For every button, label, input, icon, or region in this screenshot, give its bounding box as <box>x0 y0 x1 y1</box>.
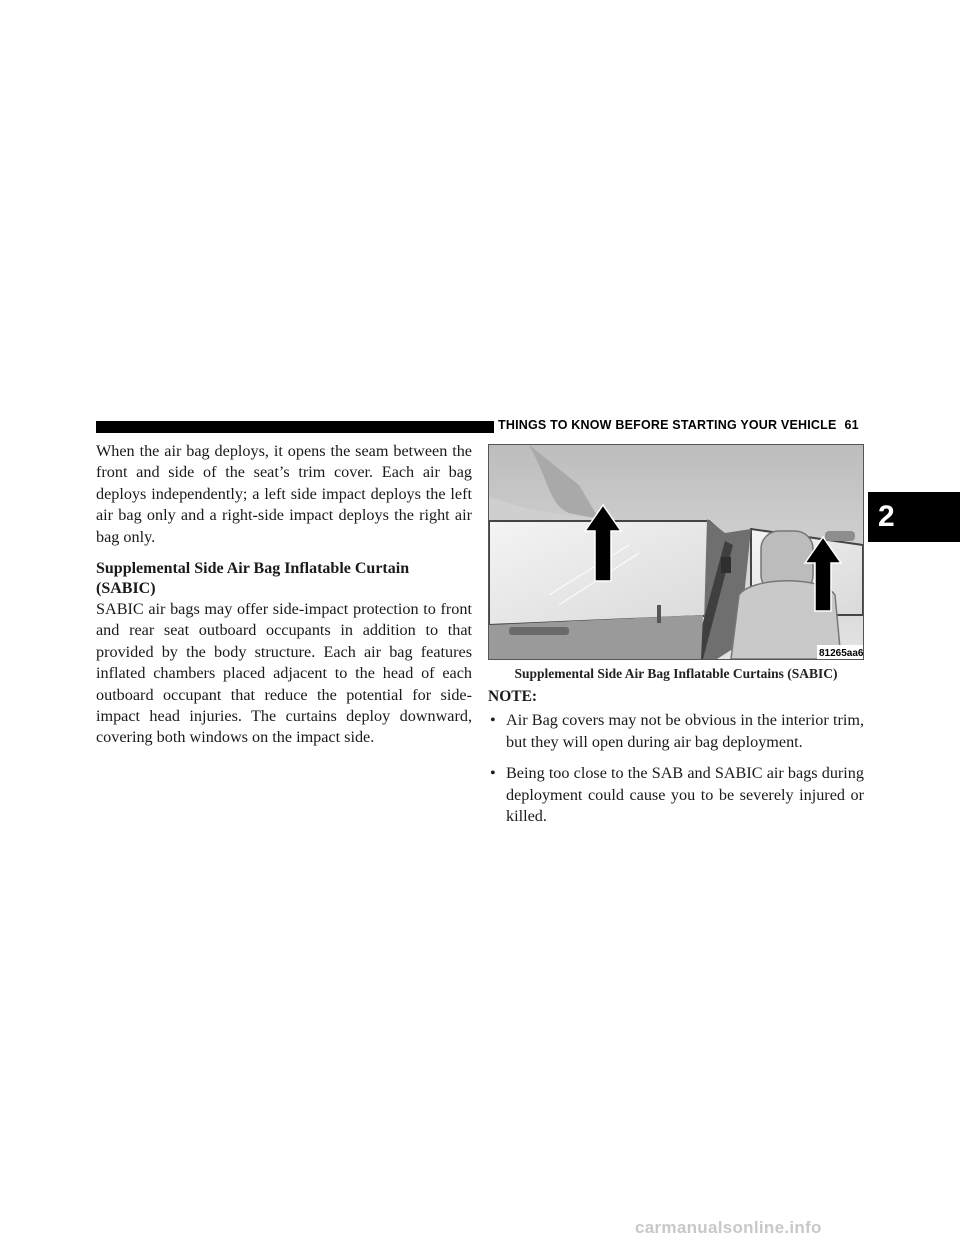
intro-paragraph: When the air bag deploys, it opens the seam between the front and side of the seat’s trim cover. Each air bag deploys independently; a left side impact deploys the left air bag only and a right-side impact deploys the right air bag only. <box>96 442 472 546</box>
figure-caption: Supplemental Side Air Bag Inflatable Curtains (SABIC) <box>514 666 838 681</box>
header-bar <box>96 421 494 433</box>
chapter-tab: 2 <box>868 492 960 542</box>
body-paragraph: SABIC air bags may offer side-impact protection to front and rear seat outboard occupants in addition to that provided by the body structure. Each air bag features inflated chambers placed adjacent to the head of each outboard occupant that reduce the potential for side-impact head injuries. The curtains deploy downward, covering both windows on the impact side. <box>96 600 472 747</box>
note-list <box>488 710 864 827</box>
bullet: • <box>490 764 496 783</box>
running-header <box>498 418 866 432</box>
note-block <box>488 686 864 837</box>
left-column <box>96 441 472 760</box>
section-heading: Supplemental Side Air Bag Inflatable Curtain (SABIC) <box>96 560 410 598</box>
section-title: THINGS TO KNOW BEFORE STARTING YOUR VEHICLE <box>498 418 837 432</box>
sabic-illustration <box>488 444 864 660</box>
page-number: 61 <box>844 418 859 432</box>
watermark: carmanualsonline.info <box>635 1218 822 1237</box>
note-title: NOTE: <box>488 688 538 705</box>
bullet: • <box>490 711 496 730</box>
list-item: • Being too close to the SAB and SABIC air bags during deployment could cause you to be severely injured or killed. <box>490 764 864 826</box>
list-item: • Air Bag covers may not be obvious in the interior trim, but they will open during air bag deployment. <box>490 711 864 751</box>
image-code: 81265aa6 <box>819 648 863 659</box>
